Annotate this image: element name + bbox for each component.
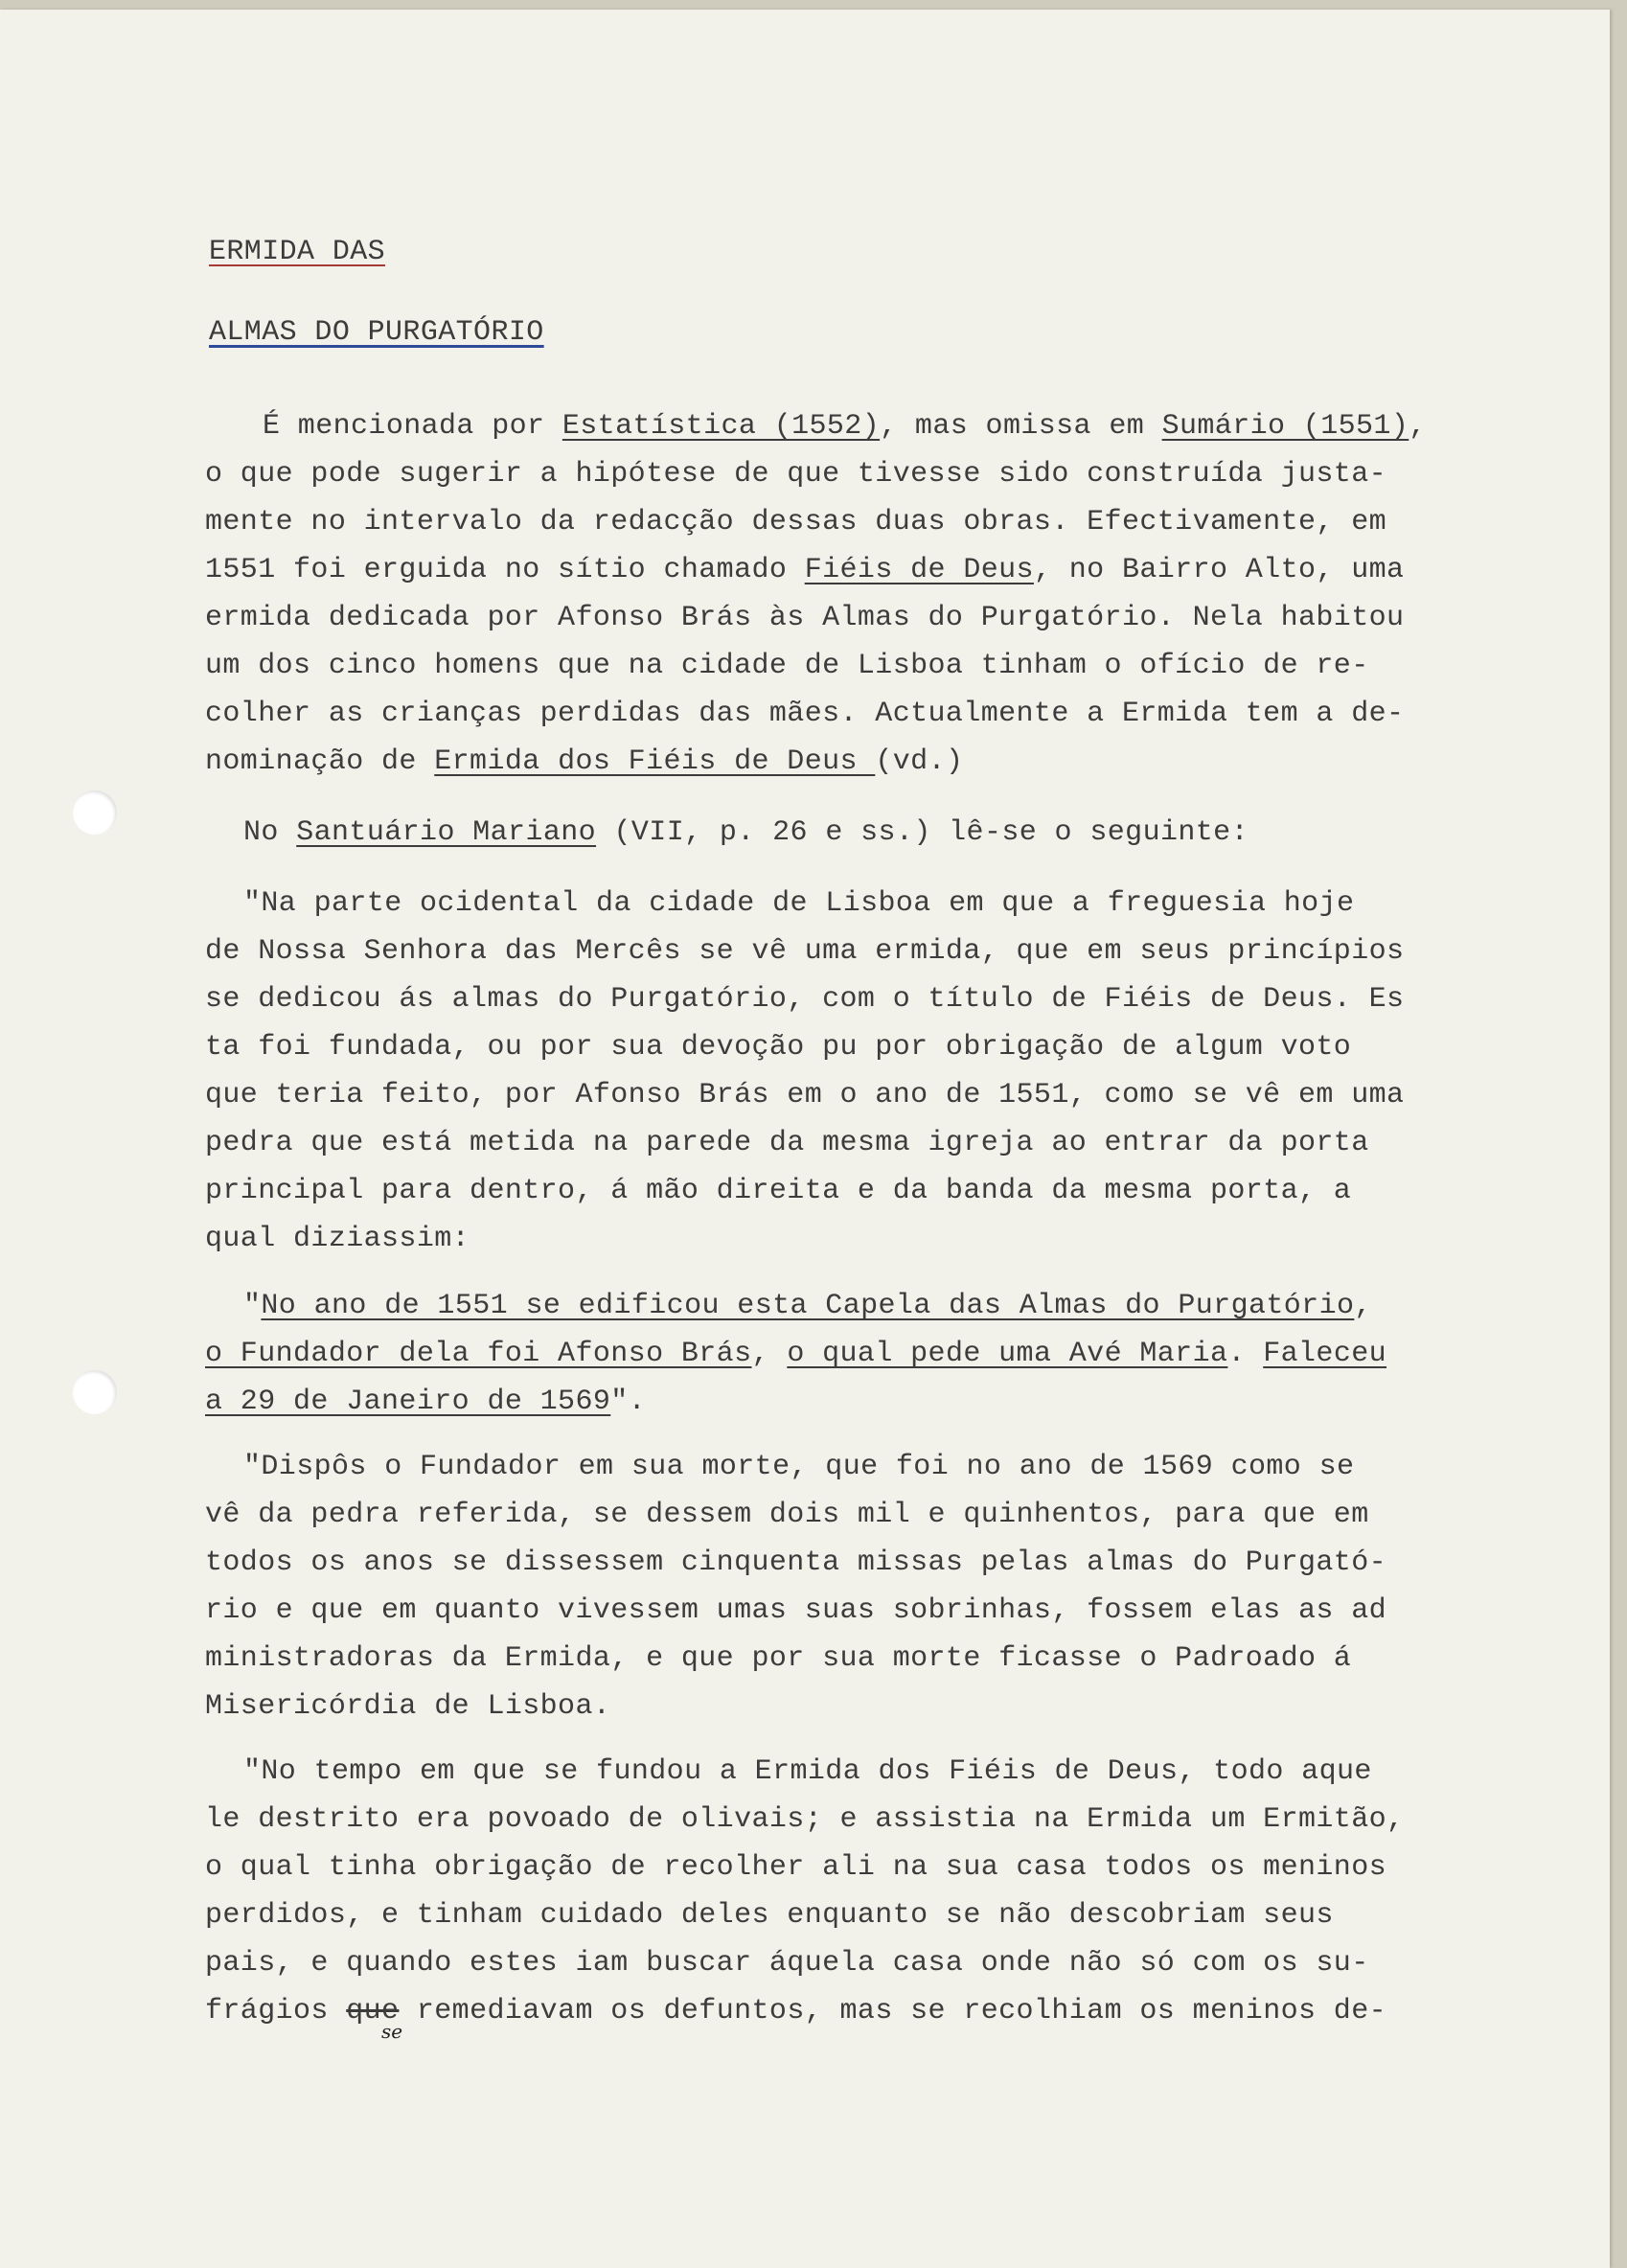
p6-line-2: le destrito era povoado de olivais; e assistia na Ermida um Ermitão, xyxy=(205,1803,1405,1836)
text: É mencionada por xyxy=(263,410,562,443)
p5-line-5: ministradoras da Ermida, e que por sua morte ficasse o Padroado á xyxy=(205,1642,1352,1675)
text: remediavam os defuntos, mas se recolhiam os meninos de- xyxy=(416,1995,1387,2027)
text: . xyxy=(1227,1338,1264,1370)
document-page xyxy=(0,10,1610,2268)
p3-line-8: qual diziassim: xyxy=(205,1223,470,1255)
p3-line-5: que teria feito, por Afonso Brás em o ano de 1551, como se vê em uma xyxy=(205,1079,1405,1111)
inscription-text-3: o qual pede uma Avé Maria xyxy=(787,1338,1228,1370)
heading-line-2 xyxy=(209,316,544,349)
text: , xyxy=(751,1338,788,1370)
p1-line-8 xyxy=(205,745,963,778)
p1-line-5: ermida dedicada por Afonso Brás às Almas do Purgatório. Nela habitou xyxy=(205,602,1405,634)
punch-hole-bottom xyxy=(73,1370,117,1414)
text: 1551 foi erguida no sítio chamado xyxy=(205,554,805,586)
p3-line-1: "Na parte ocidental da cidade de Lisboa em que a freguesia hoje xyxy=(243,887,1355,920)
p1-line-6: um dos cinco homens que na cidade de Lisboa tinham o ofício de re- xyxy=(205,650,1369,682)
heading-text-1: ERMIDA DAS xyxy=(209,236,386,268)
p5-line-1: "Dispôs o Fundador em sua morte, que foi no ano de 1569 como se xyxy=(243,1451,1355,1483)
p1-line-4 xyxy=(205,554,1404,586)
p6-line-5: pais, e quando estes iam buscar áquela casa onde não só com os su- xyxy=(205,1947,1369,1980)
text: ". xyxy=(610,1386,647,1418)
p5-line-6: Misericórdia de Lisboa. xyxy=(205,1690,611,1723)
struck-word: que xyxy=(346,1995,400,2027)
text: No xyxy=(243,816,297,849)
text: (VII, p. 26 e ss.) lê-se o seguinte: xyxy=(596,816,1249,849)
inscription-text-4: Faleceu xyxy=(1263,1338,1387,1370)
p1-line-3: mente no intervalo da redacção dessas duas obras. Efectivamente, em xyxy=(205,506,1386,538)
p6-line-1: "No tempo em que se fundou a Ermida dos Fiéis de Deus, todo aque xyxy=(243,1755,1372,1788)
p6-line-3: o qual tinha obrigação de recolher ali na sua casa todos os meninos xyxy=(205,1851,1386,1884)
heading-line-1 xyxy=(209,236,385,268)
p1-line-7: colher as crianças perdidas das mães. Actualmente a Ermida tem a de- xyxy=(205,698,1405,730)
text: , mas omissa em xyxy=(880,410,1162,443)
p1-line-1 xyxy=(263,410,1427,443)
text: (vd.) xyxy=(875,745,964,778)
p1-line-2: o que pode sugerir a hipótese de que tivesse sido construída justa- xyxy=(205,458,1386,491)
ref-fieis-de-deus: Fiéis de Deus xyxy=(804,554,1034,586)
p5-line-4: rio e que em quanto vivessem umas suas sobrinhas, fossem elas as ad xyxy=(205,1594,1386,1627)
p3-line-7: principal para dentro, á mão direita e da banda da mesma porta, a xyxy=(205,1175,1352,1207)
p3-line-3: se dedicou ás almas do Purgatório, com o título de Fiéis de Deus. Es xyxy=(205,983,1405,1016)
ref-santuario-mariano: Santuário Mariano xyxy=(296,816,597,849)
text: nominação de xyxy=(205,745,435,778)
inscription-text-2: o Fundador dela foi Afonso Brás xyxy=(205,1338,752,1370)
text: , no Bairro Alto, uma xyxy=(1033,554,1405,586)
p4-line-1 xyxy=(243,1290,1372,1322)
p5-line-3: todos os anos se dissessem cinquenta missas pelas almas do Purgató- xyxy=(205,1546,1386,1579)
heading-text-2: ALMAS DO PURGATÓRIO xyxy=(209,316,544,349)
p4-line-2 xyxy=(205,1338,1386,1370)
ref-ermida-fieis: Ermida dos Fiéis de Deus xyxy=(434,745,876,778)
p3-line-4: ta foi fundada, ou por sua devoção pu por obrigação de algum voto xyxy=(205,1031,1352,1064)
inscription-text-1: No ano de 1551 se edificou esta Capela das Almas do Purgatório xyxy=(261,1290,1355,1322)
p3-line-2: de Nossa Senhora das Mercês se vê uma ermida, que em seus princípios xyxy=(205,935,1405,968)
ref-estatistica: Estatística (1552) xyxy=(561,410,881,443)
ref-sumario: Sumário (1551) xyxy=(1161,410,1409,443)
text: " xyxy=(243,1290,262,1322)
p6-line-4: perdidos, e tinham cuidado deles enquanto se não descobriam seus xyxy=(205,1899,1334,1932)
handwritten-correction: se xyxy=(381,2020,403,2043)
p3-line-6: pedra que está metida na parede da mesma igreja ao entrar da porta xyxy=(205,1127,1369,1159)
p4-line-3 xyxy=(205,1386,646,1418)
p5-line-2: vê da pedra referida, se dessem dois mil e quinhentos, para que em xyxy=(205,1499,1369,1531)
p2-line-1 xyxy=(243,816,1249,849)
text: , xyxy=(1409,410,1427,443)
punch-hole-top xyxy=(73,790,117,835)
inscription-text-5: a 29 de Janeiro de 1569 xyxy=(205,1386,611,1418)
text: , xyxy=(1354,1290,1372,1322)
text: frágios xyxy=(205,1995,347,2027)
